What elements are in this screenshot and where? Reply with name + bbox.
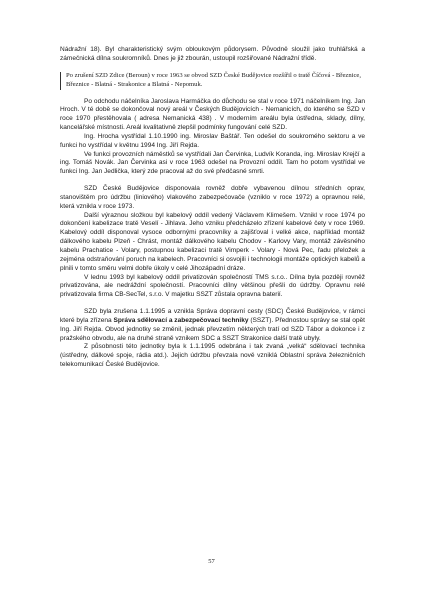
sszt-text-before: SZD byla zrušena 1.1.1995 a vznikla Správa dopravní cesty (SDC) České Budějovice, v rámci které byla zřízena bbox=[60, 308, 365, 324]
paragraph-deputies: Ve funkci provozních náměstků se vystřídali Jan Červinka, Ludvík Koranda, ing. Miroslav Krejčí a ing. Tomáš Novák. Jan Červinka asi v roce 1963 odešel na Provozní oddíl. Tam ho potom vystřídal ve funkci Ing. Jan Jedlička, který zde pracoval až do své předčasné smrti. bbox=[60, 150, 365, 176]
paragraph-workshops: SZD České Budějovice disponovala rovněž dobře vybavenou dílnou středních oprav, stanovištěm pro údržbu (liniového) vlakového zabezpečovače (vzniklo v roce 1972) a opravnou relé, která vznikla v roce 1973. bbox=[60, 185, 365, 210]
paragraph-cable-division: Další výraznou složkou byl kabelový oddíl vedený Václavem Klimešem. Vznikl v roce 1974 po dokončení kabelizace tratě Veselí - Jihlava. Jeho vzniku předcházelo zřízení kabelové čety v roce 1969. Kabelový oddíl disponoval vysoce odbornými pracovníky a zajišťoval i velké akce, například montáž dálkového kabelu Plzeň - Chrást, montáž dálkového kabelu Chodov - Karlovy Vary, montáž závěsného kabelu Prachatice - Volary, postupnou kabelizaci tratě Vimperk - Volary - Nová Pec, řadu přeložek a zejména odstraňování poruch na kabelech. Pracovníci si osvojili i technologii montáže optických kabelů a plnili v tomto směru velmi dobře úkoly v celé Jihozápadní dráze. bbox=[60, 211, 365, 272]
paragraph-telecom: Z působnosti této jednotky byla k 1.1.1995 odebrána i tak zvaná „velká“ sdělovací technika (ústředny, dálkové spoje, rádia atd.). Jejich údržbu převzala nově vzniklá Oblastní správa železničních telekomunikací České Budějovice. bbox=[60, 343, 365, 369]
sszt-bold-name: Správa sdělovací a zabezpečovací techniky bbox=[113, 316, 249, 324]
sszt-text-after: (SSZT). Přednostou správy se stal opět Ing. Jiří Rejda. Obvod jednotky se změnil, jednak převzetím některých tratí od SZD Tábor a dokonce i z pražského obvodu, ale na druhé straně vznikem SDC a SSZT Strakonice další tratě ubyly. bbox=[60, 316, 366, 342]
paragraph-privatization: V lednu 1993 byl kabelový oddíl privatizován společností TMS s.r.o.. Dílna byla později rovněž privatizována, ale nedráždní společností. Pracovníci dílny většinou přešli do údržby. Opravnu relé privatizovala firma CB-SecTel, s.r.o. V majetku SSZT zůstala opravna baterií. bbox=[60, 273, 365, 299]
paragraph-workshop: Nádražní 18). Byl charakteristický svým obloukovým půdorysem. Původně sloužil jako truhlářská a zámečnická dílna soukromníků. Dnes je již zbourán, ustoupil rozšiřované Nádražní třídě. bbox=[60, 46, 365, 62]
paragraph-hroch: Po odchodu náčelníka Jaroslava Harmáčka do důchodu se stal v roce 1971 náčelníkem Ing. Jan Hroch. V té době se dokončoval nový areál v Českých Budějovicích - Nemanicích, do kterého se SZD v roce 1970 přestěhovala ( adresa Nemanická 438) . V moderním areálu byla ústředna, sklady, dílny, kancelářské místnosti. Areál kvalitativně zlepšil podmínky fungování celé SZD. bbox=[60, 97, 365, 132]
note-box bbox=[60, 72, 365, 90]
paragraph-bastar: Ing. Hrocha vystřídal 1.10.1990 ing. Miroslav Baštář. Ten odešel do soukromého sektoru a ve funkci ho vystřídal v květnu 1994 Ing. Jiří Rejda. bbox=[60, 132, 365, 149]
paragraph-sszt bbox=[60, 308, 365, 343]
page-number: 57 bbox=[208, 558, 215, 565]
note-text: Po zrušení SZD Zdice (Beroun) v roce 1963 se obvod SZD České Budějovice rozšířil o tratě Číčová - Březnice, Březnice - Blatná - Strakonice a Blatná - Nepomuk. bbox=[66, 71, 361, 88]
